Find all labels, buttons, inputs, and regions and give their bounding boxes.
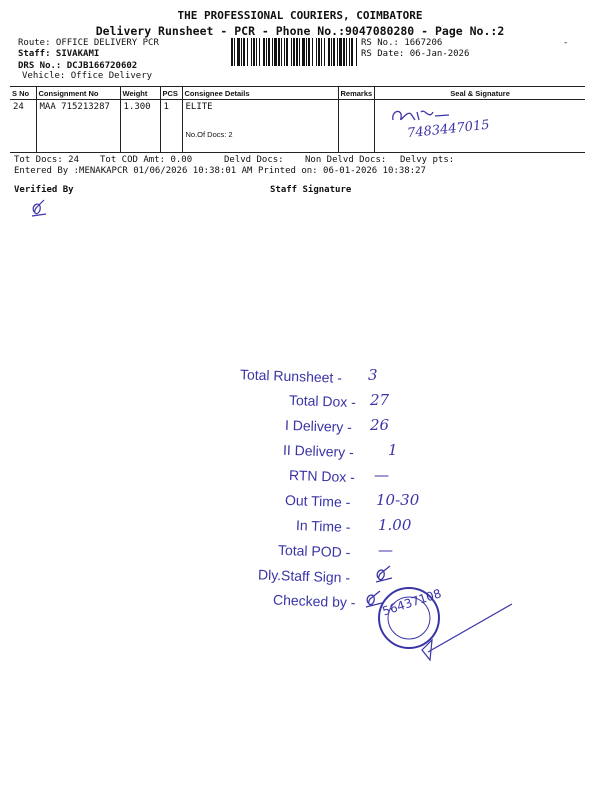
cell-remarks (338, 100, 375, 153)
barcode-bar (237, 38, 240, 66)
runsheet-title: Delivery Runsheet - PCR - Phone No.:9047080280 - Page No.:2 (95, 24, 505, 38)
printed-on: Printed on: 06-01-2026 10:38:27 (258, 166, 426, 176)
cell-consignment: MAA 715213287 (36, 100, 120, 153)
stamp-label: Total Dox - (288, 391, 357, 411)
no-of-docs: No.Of Docs: 2 (185, 130, 233, 139)
non-delvd-docs: Non Delvd Docs: (305, 155, 387, 165)
barcode-bar (302, 38, 305, 66)
barcode-bar (337, 38, 338, 66)
barcode-bar (308, 38, 310, 66)
barcode (231, 38, 357, 66)
col-seal-signature: Seal & Signature (375, 87, 585, 100)
stamp-label: Total POD - (277, 541, 351, 561)
table-header-row (10, 87, 585, 100)
barcode-bar (318, 38, 320, 66)
barcode-bar (312, 38, 313, 66)
rs-number: RS No.: 1667206 (361, 38, 443, 48)
col-consignee: Consignee Details (182, 87, 338, 100)
entered-by: Entered By :MENAKAPCR 01/06/2026 10:38:01 AM (14, 166, 253, 176)
barcode-bar (351, 38, 353, 66)
verifier-initials (28, 196, 50, 220)
dash-mark: - (563, 38, 569, 48)
col-weight: Weight (120, 87, 160, 100)
barcode-bar (231, 38, 233, 66)
barcode-bar (266, 38, 267, 66)
barcode-bar (241, 38, 242, 66)
stamp-label: I Delivery - (284, 416, 353, 436)
barcode-bar (247, 38, 248, 66)
barcode-bar (259, 38, 260, 66)
stamp-value-handwritten: 27 (370, 391, 390, 409)
seal-stamp (372, 580, 522, 680)
stamp-label: II Delivery - (282, 441, 355, 461)
barcode-bar (268, 38, 270, 66)
stamp-value-handwritten: 1.00 (378, 516, 412, 534)
tot-cod: Tot COD Amt: 0.00 (100, 155, 193, 165)
barcode-bar (349, 38, 350, 66)
consignment-table (10, 86, 585, 153)
stamp-label: Total Runsheet - (239, 366, 343, 386)
barcode-bar (278, 38, 280, 66)
barcode-bar (316, 38, 317, 66)
cell-pcs: 1 (160, 100, 182, 153)
barcode-bar (333, 38, 335, 66)
stamp-label: In Time - (295, 517, 351, 535)
barcode-bar (263, 38, 265, 66)
stamp-value-handwritten: — (374, 466, 389, 484)
stamp-value-handwritten: 1 (388, 441, 398, 459)
barcode-bar (331, 38, 332, 66)
barcode-bar (328, 38, 330, 66)
barcode-bar (281, 38, 282, 66)
cell-consignee (182, 100, 338, 153)
barcode-bar (251, 38, 252, 66)
delvd-docs: Delvd Docs: (224, 155, 284, 165)
barcode-bar (306, 38, 307, 66)
barcode-bar (296, 38, 298, 66)
barcode-bar (339, 38, 342, 66)
barcode-bar (274, 38, 277, 66)
stamp-value-handwritten: 26 (370, 416, 390, 434)
barcode-bar (284, 38, 285, 66)
route-label: Route: OFFICE DELIVERY PCR (18, 38, 159, 48)
verified-by: Verified By (14, 185, 74, 195)
stamp-value-handwritten: — (378, 541, 393, 559)
cell-sno: 24 (10, 100, 36, 153)
cell-weight: 1.300 (120, 100, 160, 153)
barcode-bar (286, 38, 288, 66)
table-row (10, 100, 585, 153)
col-sno: S No (10, 87, 36, 100)
col-remarks: Remarks (338, 87, 375, 100)
stamp-value-handwritten: 10-30 (376, 491, 420, 509)
receiver-phone-handwritten: 7483447015 (406, 117, 491, 142)
barcode-bar (291, 38, 292, 66)
seal-number: 56437108 (380, 586, 444, 619)
stamp-value-handwritten: 3 (368, 366, 378, 384)
rs-date: RS Date: 06-Jan-2026 (361, 49, 470, 59)
barcode-bar (324, 38, 325, 66)
barcode-bar (256, 38, 257, 66)
barcode-bar (272, 38, 273, 66)
barcode-bar (356, 38, 357, 66)
barcode-bar (321, 38, 322, 66)
barcode-bar (293, 38, 295, 66)
col-consignment: Consignment No (36, 87, 120, 100)
stamp-label: RTN Dox - (288, 466, 356, 486)
tot-docs: Tot Docs: 24 (14, 155, 80, 165)
stamp-label: Out Time - (284, 491, 351, 511)
col-pcs: PCS (160, 87, 182, 100)
drs-number: DRS No.: DCJB166720602 (18, 61, 138, 71)
cell-signature (375, 100, 585, 153)
barcode-bar (253, 38, 255, 66)
barcode-bar (346, 38, 347, 66)
company-name: THE PROFESSIONAL COURIERS, COIMBATORE (177, 9, 423, 22)
barcode-bar (299, 38, 300, 66)
delvy-pts: Delvy pts: (400, 155, 455, 165)
staff-signature-label: Staff Signature (270, 185, 352, 195)
stamp-label: Dly.Staff Sign - (257, 566, 351, 586)
barcode-bar (243, 38, 245, 66)
barcode-bar (234, 38, 235, 66)
stamp-label: Checked by - (272, 591, 356, 611)
staff-label: Staff: SIVAKAMI (18, 49, 100, 59)
consignee-name: ELITE (185, 102, 213, 112)
barcode-bar (343, 38, 345, 66)
vehicle-label: Vehicle: Office Delivery (22, 71, 153, 81)
